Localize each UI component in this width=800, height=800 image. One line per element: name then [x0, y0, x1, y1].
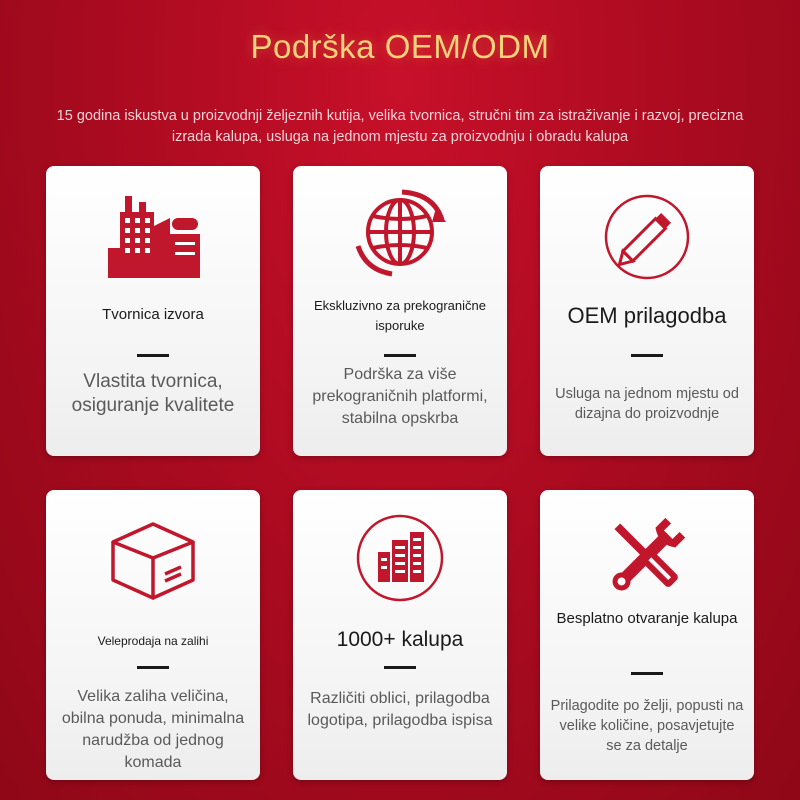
- divider: [631, 672, 663, 675]
- card-wholesale: [46, 490, 260, 780]
- card-oem: [540, 166, 754, 456]
- divider: [384, 354, 416, 357]
- card-description: Velika zaliha veličina, obilna ponuda, minimalna narudžba od jednog komada: [61, 688, 245, 771]
- card-description: Prilagodite po želji, popusti na velike količine, posavjetujte se za detalje: [550, 698, 744, 754]
- pencil-icon: [540, 192, 754, 282]
- wrench-screwdriver-icon: [540, 508, 754, 604]
- divider: [631, 354, 663, 357]
- card-description: Podrška za više prekograničnih platformi, stabilna opskrba: [312, 366, 488, 427]
- card-molds: [293, 490, 507, 780]
- box-icon: [46, 518, 260, 602]
- card-free-mold: [540, 490, 754, 780]
- factory-icon: [46, 188, 260, 280]
- building-icon: [293, 512, 507, 604]
- globe-icon: [293, 186, 507, 282]
- divider: [384, 666, 416, 669]
- page-title: Podrška OEM/ODM: [250, 28, 550, 65]
- card-description: Vlastita tvornica, osiguranje kvalitete: [71, 371, 235, 416]
- divider: [137, 666, 169, 669]
- card-factory: [46, 166, 260, 456]
- card-label: Veleprodaja na zalihi: [97, 634, 209, 648]
- card-label: OEM prilagodba: [567, 303, 727, 328]
- page-subtitle: 15 godina iskustva u proizvodnji željeznih kutija, velika tvornica, stručni tim za istraživanje i razvoj, precizna izrada kalupa, usluga na jednom mjestu za proizvodnju i obradu kalupa: [56, 108, 744, 145]
- card-description: Različiti oblici, prilagodba logotipa, prilagodba ispisa: [307, 690, 493, 729]
- card-description: Usluga na jednom mjestu od dizajna do proizvodnje: [555, 386, 739, 422]
- card-label: Tvornica izvora: [102, 306, 204, 323]
- divider: [137, 354, 169, 357]
- card-label: Ekskluzivno za prekogranične isporuke: [314, 298, 486, 333]
- card-cross-border: [293, 166, 507, 456]
- card-label: Besplatno otvaranje kalupa: [556, 610, 738, 627]
- card-label: 1000+ kalupa: [336, 628, 464, 651]
